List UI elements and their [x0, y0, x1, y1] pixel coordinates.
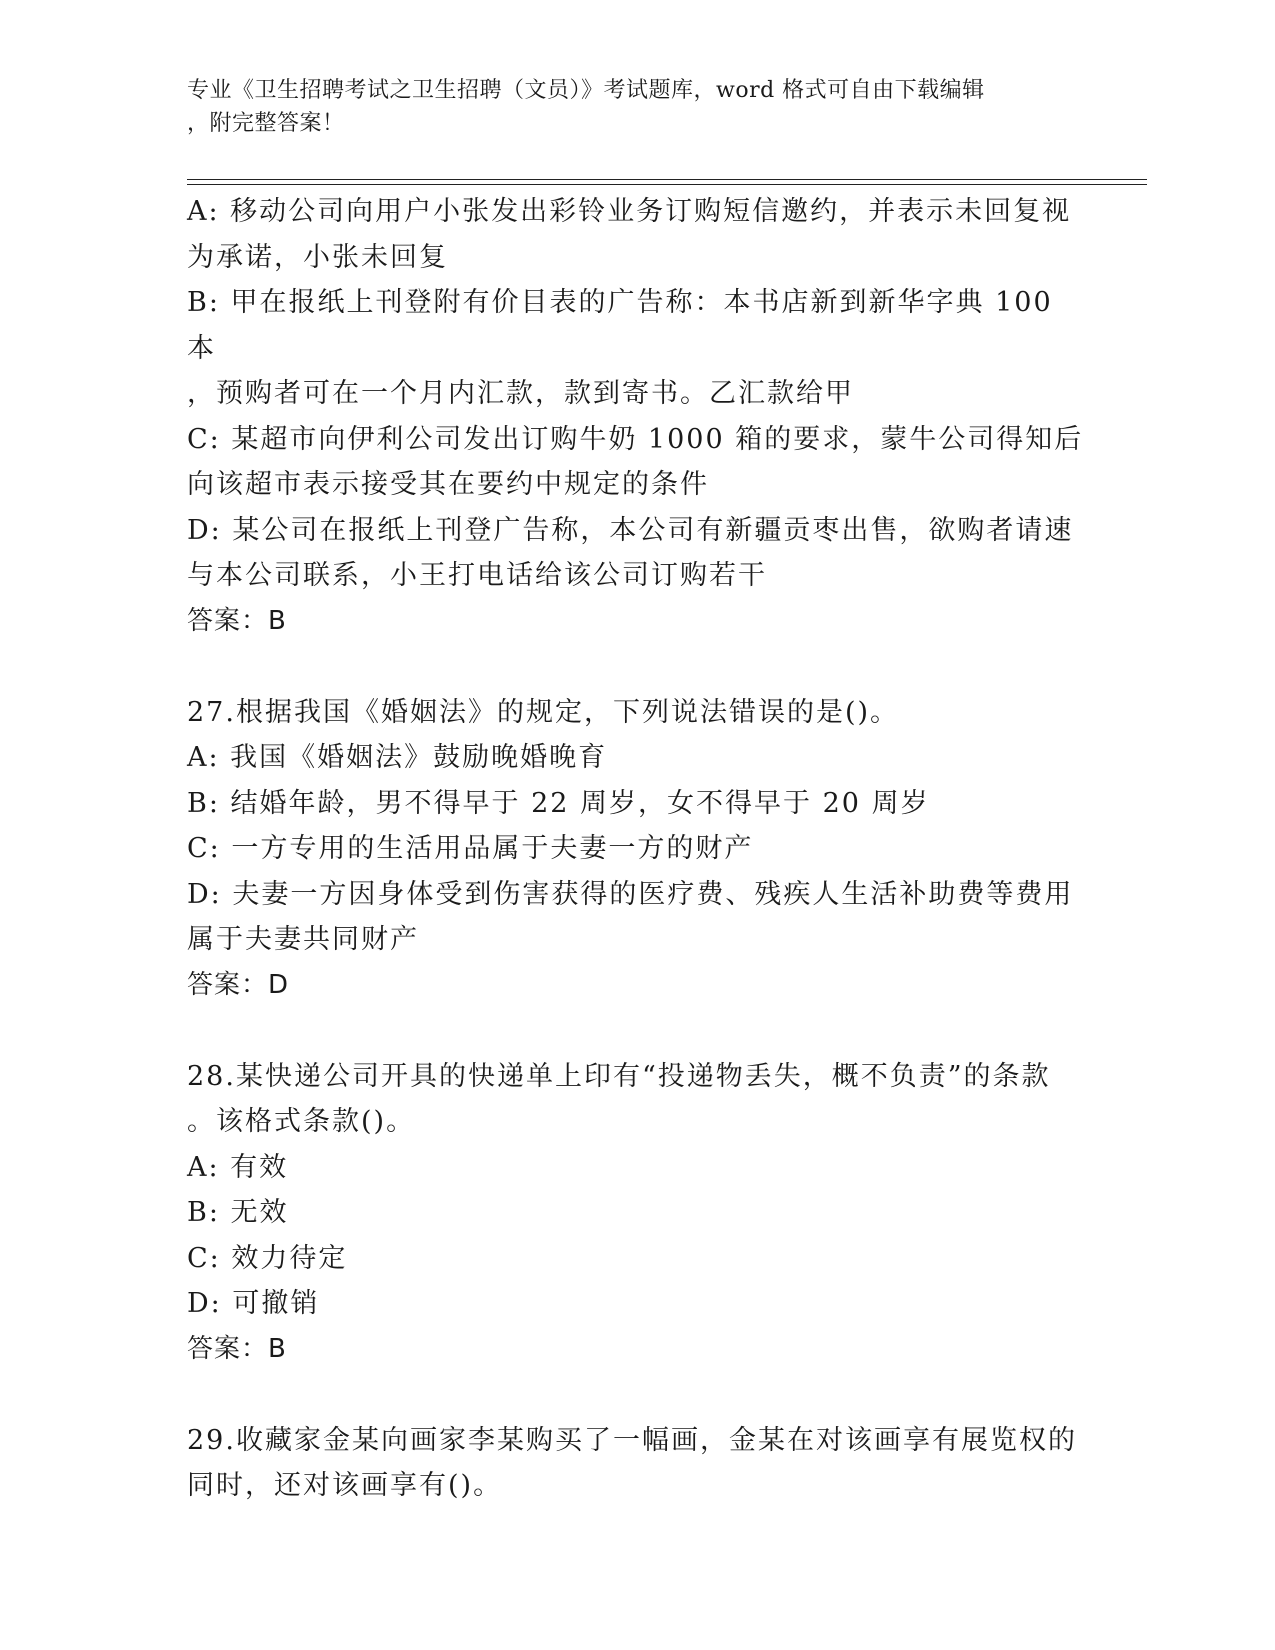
spacer [187, 1372, 1087, 1418]
question-27-text: 27.根据我国《婚姻法》的规定，下列说法错误的是()。 [187, 696, 900, 728]
question-29-line-1: 29.收藏家金某向画家李某购买了一幅画，金某在对该画享有展览权的 [187, 1424, 1077, 1456]
answer-28: 答案：B [187, 1333, 287, 1364]
answer-26: 答案：B [187, 605, 287, 636]
question-block-28 [187, 1054, 1087, 1373]
option-a: A: 我国《婚姻法》鼓励晚婚晚育 [187, 742, 608, 773]
option-a-line-2: 为承诺，小张未回复 [187, 241, 448, 273]
header-line-1: 专业《卫生招聘考试之卫生招聘（文员）》考试题库，word 格式可自由下载编辑 [187, 78, 985, 103]
spacer [187, 1008, 1087, 1054]
option-a-line-1: A: 移动公司向用户小张发出彩铃业务订购短信邀约，并表示未回复视 [187, 196, 1072, 227]
option-c-line-2: 向该超市表示接受其在要约中规定的条件 [187, 469, 709, 500]
option-d: D: 可撤销 [187, 1288, 320, 1319]
option-c-line-1: C: 某超市向伊利公司发出订购牛奶 1000 箱的要求，蒙牛公司得知后 [187, 423, 1084, 455]
header-line-2: ，附完整答案！ [187, 111, 345, 136]
question-28-line-2: 。该格式条款()。 [187, 1106, 416, 1137]
option-b: B: 无效 [187, 1197, 289, 1228]
question-block-26 [187, 189, 1087, 644]
option-b-line-1: B: 甲在报纸上刊登附有价目表的广告称：本书店新到新华字典 100 本 [187, 287, 1064, 364]
question-block-29 [187, 1418, 1087, 1509]
spacer [187, 644, 1087, 690]
answer-27: 答案：D [187, 969, 290, 1000]
question-block-27 [187, 690, 1087, 1009]
option-d-line-1: D: 夫妻一方因身体受到伤害获得的医疗费、残疾人生活补助费等费用 [187, 878, 1074, 910]
option-d-line-2: 与本公司联系，小王打电话给该公司订购若干 [187, 560, 767, 591]
header-rule-top [187, 179, 1147, 180]
option-d-line-1: D: 某公司在报纸上刊登广告称，本公司有新疆贡枣出售，欲购者请速 [187, 514, 1074, 546]
option-d-line-2: 属于夫妻共同财产 [187, 924, 419, 955]
option-b-line-2: ，预购者可在一个月内汇款，款到寄书。乙汇款给甲 [187, 378, 854, 409]
page-header [187, 74, 1087, 140]
question-29-line-2: 同时，还对该画享有()。 [187, 1470, 503, 1501]
document-body [187, 189, 1087, 1509]
option-b: B: 结婚年龄，男不得早于 22 周岁，女不得早于 20 周岁 [187, 787, 930, 819]
option-c: C: 效力待定 [187, 1242, 348, 1274]
header-rule-bottom [187, 184, 1147, 185]
question-28-line-1: 28.某快递公司开具的快递单上印有“投递物丢失，概不负责”的条款 [187, 1060, 1051, 1092]
option-a: A: 有效 [187, 1151, 289, 1183]
option-c: C: 一方专用的生活用品属于夫妻一方的财产 [187, 833, 754, 864]
